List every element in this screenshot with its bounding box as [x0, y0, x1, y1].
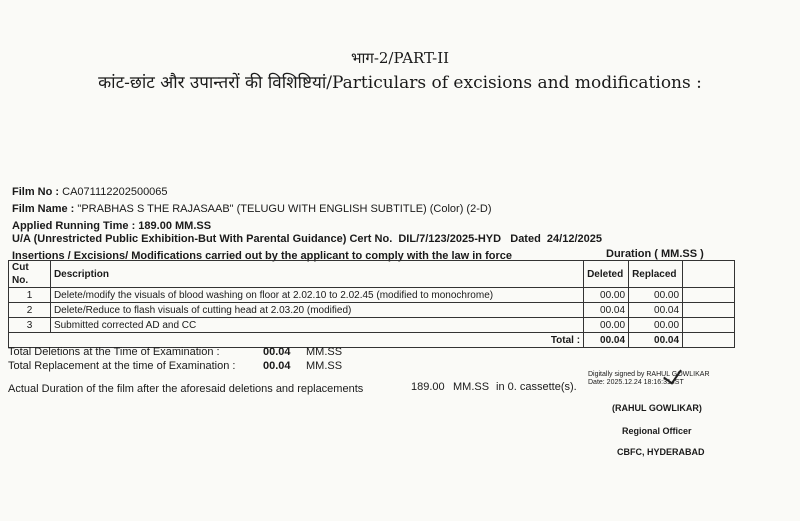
cassette-count: in 0. cassette(s). [496, 381, 577, 393]
table-row [9, 318, 735, 333]
film-name-line [12, 203, 491, 215]
cut-description: Delete/Reduce to flash visuals of cutting head at 2.03.20 (modified) [50, 303, 583, 318]
cut-deleted: 00.04 [584, 303, 629, 318]
actual-duration-value: 189.00 [411, 381, 445, 393]
signatory-office: CBFC, HYDERABAD [617, 447, 705, 457]
cut-deleted: 00.00 [584, 318, 629, 333]
document-title: कांट-छांट और उपान्तरों की विशिष्टियां/Particulars of excisions and modifications : [98, 73, 702, 93]
actual-duration-unit: MM.SS [453, 381, 490, 393]
col-description: Description [50, 261, 583, 288]
total-replaced: 00.04 [629, 333, 683, 348]
table-row [9, 288, 735, 303]
cut-number: 3 [9, 318, 51, 333]
film-no-value: CA071112202500065 [62, 186, 168, 198]
replacement-value: 00.04 [263, 360, 291, 372]
table-heading: Insertions / Excisions/ Modifications carried out by the applicant to comply with the law in force [12, 250, 512, 262]
actual-duration-label: Actual Duration of the film after the aforesaid deletions and replacements [8, 383, 364, 395]
replacement-unit: MM.SS [306, 360, 343, 372]
certificate-line: U/A (Unrestricted Public Exhibition-But With Parental Guidance) Cert No. DIL/7/123/2025-HYD Dated 24/12/2025 [12, 233, 602, 245]
total-blank [683, 333, 735, 348]
digital-signature-line2: Date: 2025.12.24 18:16:31 IST [588, 379, 684, 386]
signatory-name: (RAHUL GOWLIKAR) [612, 403, 702, 413]
duration-heading: Duration ( MM.SS ) [606, 248, 704, 260]
running-time: Applied Running Time : 189.00 MM.SS [12, 220, 212, 232]
replacement-label: Total Replacement at the time of Examination : [8, 360, 236, 372]
table-header-row [9, 261, 735, 288]
film-no-line [12, 186, 168, 198]
table-row [9, 303, 735, 318]
cut-blank [683, 318, 735, 333]
total-deleted: 00.04 [584, 333, 629, 348]
part-heading: भाग-2/PART-II [350, 49, 450, 67]
cut-number: 1 [9, 288, 51, 303]
cut-description: Delete/modify the visuals of blood washing on floor at 2.02.10 to 2.02.45 (modified to monochrome) [50, 288, 583, 303]
cuts-table [8, 260, 735, 348]
cut-replaced: 00.00 [629, 288, 683, 303]
deletions-label: Total Deletions at the Time of Examination : [8, 346, 220, 358]
cut-deleted: 00.00 [584, 288, 629, 303]
cut-description: Submitted corrected AD and CC [50, 318, 583, 333]
cut-replaced: 00.00 [629, 318, 683, 333]
film-name-value: "PRABHAS S THE RAJASAAB" (TELUGU WITH ENGLISH SUBTITLE) (Color) (2-D) [77, 203, 492, 215]
deletions-unit: MM.SS [306, 346, 343, 358]
total-label: Total : [9, 333, 584, 348]
col-blank [683, 261, 735, 288]
col-cut-no: Cut No. [9, 261, 51, 288]
cut-blank [683, 303, 735, 318]
col-deleted: Deleted [584, 261, 629, 288]
cut-number: 2 [9, 303, 51, 318]
col-replaced: Replaced [629, 261, 683, 288]
deletions-value: 00.04 [263, 346, 291, 358]
film-no-label: Film No : [12, 186, 60, 198]
cut-replaced: 00.04 [629, 303, 683, 318]
signatory-designation: Regional Officer [622, 426, 692, 436]
film-name-label: Film Name : [12, 203, 75, 215]
digital-signature-line1: Digitally signed by RAHUL GOWLIKAR [588, 371, 710, 378]
cut-blank [683, 288, 735, 303]
